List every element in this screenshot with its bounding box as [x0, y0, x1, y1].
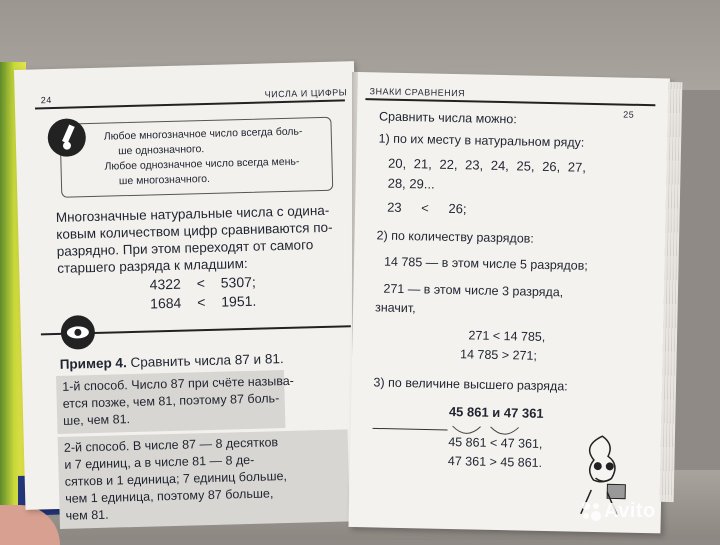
left-page-header: ЧИСЛА И ЦИФРЫ — [264, 87, 348, 100]
page-number-left: 24 — [40, 95, 52, 106]
example-text: Сравнить числа 87 и 81. — [130, 351, 284, 371]
cmp-op: < — [196, 275, 206, 292]
way2-line: 2-й способ. В числе 87 — 8 десятков — [63, 435, 279, 455]
cmp-a: 4322 — [149, 275, 182, 293]
rule-line: Любое многозначное число всегда боль- — [103, 125, 303, 143]
right-page — [348, 72, 669, 533]
rule-line: ше многозначного. — [118, 172, 211, 188]
cmp-line: 14 785 > 271; — [459, 347, 538, 363]
cmp-b: 5307; — [220, 273, 257, 291]
item1-line: 1) по их месту в натуральном ряду: — [378, 131, 585, 150]
cmp-b: 26; — [448, 200, 467, 217]
rule-text — [104, 124, 304, 189]
arcs-illustration — [372, 410, 553, 440]
example-heading — [60, 351, 284, 372]
cmp-a: 23 — [387, 199, 402, 215]
cmp-line: 45 861 < 47 361, — [448, 434, 543, 451]
cmp-op: < — [196, 294, 206, 311]
left-page — [14, 61, 365, 523]
way2-line: сятков и 1 единица; 7 единиц больше, — [64, 468, 288, 489]
way1-line: ше, чем 81. — [63, 412, 131, 428]
digits-line: 271 — в этом числе 3 разряда, — [383, 281, 564, 300]
paragraph — [56, 202, 334, 277]
intro-line: Сравнить числа можно: — [378, 109, 517, 127]
comparison-2 — [150, 293, 257, 312]
way2-line: чем 81. — [65, 507, 109, 523]
header-rule — [35, 99, 345, 109]
rule-line: ше однозначного. — [118, 143, 205, 158]
comparison-1 — [149, 274, 256, 293]
way1-line: ется позже, чем 81, поэтому 87 боль- — [62, 391, 280, 411]
para-line: ковым количеством цифр сравниваются по- — [56, 219, 333, 242]
series-line: 20, 21, 22, 23, 24, 25, 26, 27, — [387, 155, 587, 175]
way1-text — [62, 373, 295, 430]
right-page-header: ЗНАКИ СРАВНЕНИЯ — [369, 86, 466, 99]
eye-icon — [60, 315, 95, 350]
series-line: 28, 29... — [387, 175, 435, 192]
rule-line: Любое однозначное число всегда мень- — [104, 155, 300, 173]
cmp-line: 47 361 > 45 861. — [447, 453, 543, 470]
para-line: старшего разряда к младшим: — [57, 255, 248, 276]
avito-watermark: Avito — [604, 500, 656, 522]
page-number-right: 25 — [623, 109, 635, 120]
cmp-op: < — [421, 200, 430, 216]
way2-line: и 7 единиц, а в числе 81 — 8 де- — [64, 452, 255, 472]
header-rule — [365, 98, 655, 106]
cmp-a: 1684 — [149, 294, 182, 312]
digits-line: 14 785 — в этом числе 5 разрядов; — [383, 254, 588, 273]
cmp-row — [377, 199, 589, 219]
item2-line: 2) по количеству разрядов: — [376, 228, 535, 246]
cmp-line: 271 < 14 785, — [468, 328, 546, 344]
cmp-b: 1951. — [221, 292, 257, 310]
item3-line: 3) по величине высшего разряда: — [373, 375, 568, 394]
big-numbers: 45 861 и 47 361 — [448, 403, 544, 421]
pin-icon — [47, 118, 86, 157]
way2-text — [64, 434, 288, 525]
avito-logo-icon — [580, 500, 602, 522]
example-title: Пример 4. — [59, 355, 127, 372]
way2-line: чем 1 единица, поэтому 87 больше, — [65, 486, 274, 506]
para-line: разрядно. При этом переходят от самого — [56, 237, 314, 259]
way1-line: 1-й способ. Число 87 при счёте называ- — [62, 373, 295, 394]
para-line: Многозначные натуральные числа с одина- — [55, 202, 330, 225]
digits-line: значит, — [374, 300, 416, 316]
